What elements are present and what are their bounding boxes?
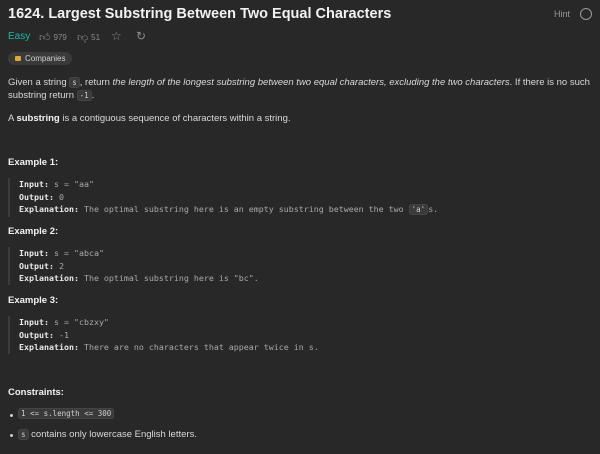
feedback-icon[interactable]: [580, 8, 592, 20]
like-button[interactable]: [39, 31, 67, 44]
description: Given a string s , return the length of the longest substring between two equal characters, excluding the two characters. If there is no such substring return -1 . A substring is a contiguous sequence of characters within a string.: [8, 77, 590, 124]
example-3-heading: Example 3:: [8, 295, 59, 306]
constraint-2: s contains only lowercase English letters.: [18, 429, 197, 440]
dislike-button[interactable]: [77, 31, 100, 44]
bullet-icon: [10, 414, 13, 417]
difficulty-badge: Easy: [8, 31, 31, 42]
lock-icon: [15, 56, 21, 61]
thumbs-up-icon: 👍︎: [39, 32, 51, 44]
example-1-heading: Example 1:: [8, 157, 59, 168]
bullet-icon: [10, 434, 13, 437]
thumbs-down-icon: 👎︎: [77, 32, 89, 44]
hint-button[interactable]: Hint: [553, 9, 570, 19]
companies-tag[interactable]: [8, 52, 72, 65]
example-2-heading: Example 2:: [8, 226, 59, 237]
share-icon[interactable]: ↻: [136, 29, 147, 43]
like-count: 979: [53, 33, 67, 42]
example-3-block: Input: s = "cbzxy" Output: -1 Explanation: There are no characters that appear twice in s.: [8, 316, 319, 354]
dislike-count: 51: [91, 33, 101, 42]
example-2-block: Input: s = "abca" Output: 2 Explanation: The optimal substring here is "bc".: [8, 247, 259, 285]
constraint-1: 1 <= s.length <= 300: [18, 408, 114, 419]
example-1-block: Input: s = "aa" Output: 0 Explanation: The optimal substring here is an empty substring between the two 'a' s.: [8, 178, 438, 217]
star-icon[interactable]: ☆: [111, 29, 122, 43]
companies-label: Companies: [25, 54, 66, 63]
constraints-heading: Constraints:: [8, 387, 64, 398]
problem-title: 1624. Largest Substring Between Two Equal Characters: [8, 6, 392, 22]
